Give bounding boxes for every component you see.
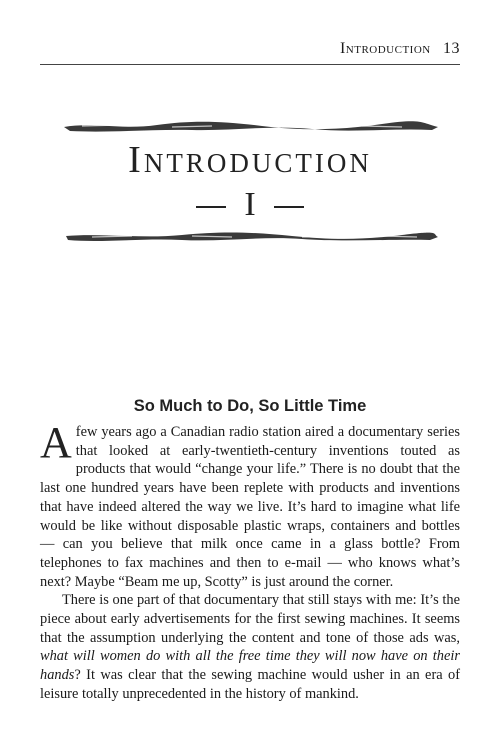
chapter-title: Introduction: [128, 139, 372, 181]
paragraph-2-italic: what will women do with all the free time they will now have on their hands: [40, 648, 460, 684]
body-text: [40, 418, 460, 704]
running-head-title: Introduction: [339, 40, 431, 57]
drop-cap: A: [40, 418, 72, 467]
paragraph-2: [40, 591, 460, 703]
paragraph-2-text-a: There is one part of that documentary that still stays with me: It’s the piece about early advertisements for the first sewing machines. It seems that the assumption underlying the content and tone of those ads was,: [40, 592, 460, 646]
paragraph-1-text: few years ago a Canadian radio station aired a documentary series that looked at early-twentieth-century inventions touted as products that would “change your life.” There is no doubt that the last one hundred years have been replete with products and inventions that have indeed altered the way we live. It’s hard to imagine what life would be like without disposable plastic wraps, containers and bottles — can you believe that milk once came in a glass bottle? From telephones to fax machines and then to e-mail — who knows what’s next? Maybe “Beam me up, Scotty” is just around the corner.: [40, 424, 460, 590]
paragraph-2-text-b: ? It was clear that the sewing machine would usher in an era of leisure totally unprecedented in the history of mankind.: [40, 667, 460, 702]
section-heading: So Much to Do, So Little Time: [133, 397, 367, 415]
dash-right: [274, 206, 304, 209]
running-head: [40, 40, 460, 65]
paragraph-1: [40, 418, 460, 591]
page-number: 13: [443, 40, 460, 57]
chapter-number: I: [244, 186, 256, 223]
brush-stroke-top: [62, 118, 440, 134]
brush-stroke-bottom: [62, 228, 440, 244]
dash-left: [196, 206, 226, 209]
chapter-number-row: [0, 186, 500, 224]
